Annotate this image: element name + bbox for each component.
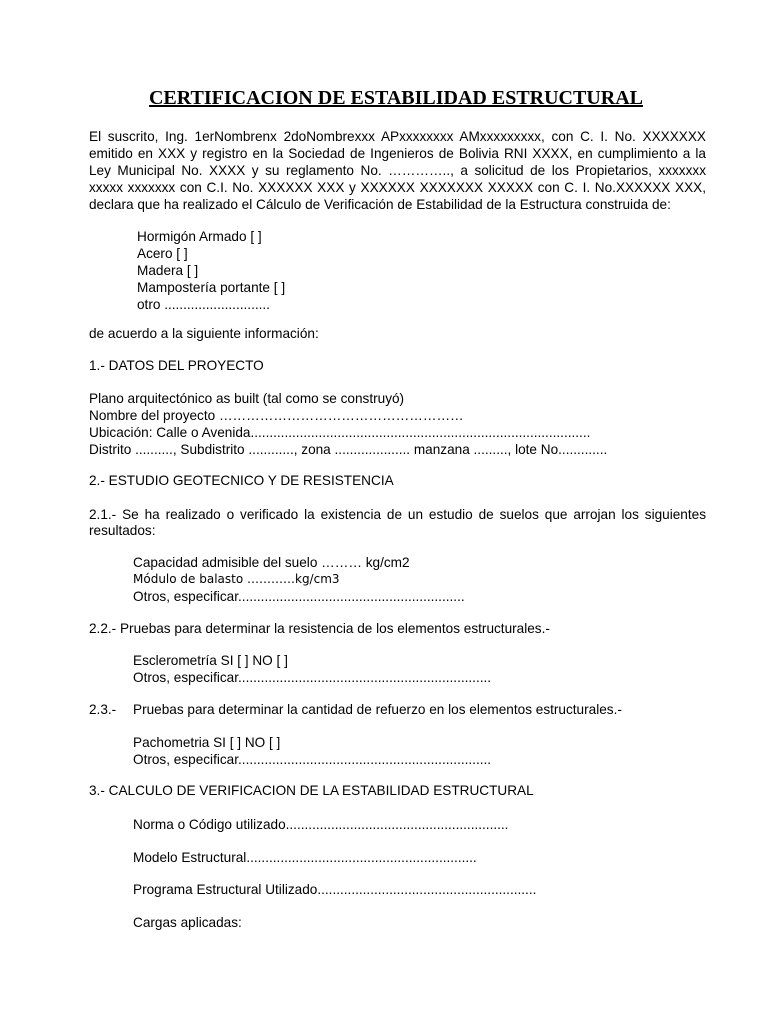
project-field: Ubicación: Calle o Avenida.......................................................................................... <box>89 425 591 440</box>
modelo-field: Modelo Estructural............................................................. <box>133 850 477 865</box>
material-option: Hormigón Armado [ ] <box>137 229 262 244</box>
paragraph-2-1: 2.1.- Se ha realizado o verificado la existencia de un estudio de suelos que arrojan los siguientes <box>89 507 706 522</box>
programa-field: Programa Estructural Utilizado.......................................................... <box>133 882 537 897</box>
paragraph-2-2: 2.2.- Pruebas para determinar la resistencia de los elementos estructurales.- <box>89 621 550 636</box>
pachometria-field: Pachometria SI [ ] NO [ ] <box>133 735 281 750</box>
material-option: Acero [ ] <box>137 246 188 261</box>
project-field: Nombre del proyecto ……………………………………………… <box>89 408 464 423</box>
paragraph-2-3: Pruebas para determinar la cantidad de refuerzo en los elementos estructurales.- <box>133 702 622 717</box>
section-heading: 2.- ESTUDIO GEOTECNICO Y DE RESISTENCIA <box>89 473 394 488</box>
according-text: de acuerdo a la siguiente información: <box>89 326 319 341</box>
soil-field: Otros, especificar............................................................ <box>133 589 465 604</box>
material-option: Madera [ ] <box>137 263 199 278</box>
project-field: Plano arquitectónico as built (tal como se construyó) <box>89 391 405 406</box>
norma-field: Norma o Código utilizado........................................................... <box>133 817 509 832</box>
intro-line: Ley Municipal No. XXXX y su reglamento No. ………….., a solicitud de los Propietarios, xxxxxxx <box>89 163 706 178</box>
intro-line: emitido en XXX y registro en la Sociedad de Ingenieros de Bolivia RNI XXXX, en cumplimiento a la <box>89 146 706 161</box>
paragraph-2-1: resultados: <box>89 523 156 538</box>
otros-field: Otros, especificar................................................................... <box>133 752 492 767</box>
paragraph-2-3-number: 2.3.- <box>89 702 117 717</box>
document-title: CERTIFICACION DE ESTABILIDAD ESTRUCTURAL <box>148 87 644 109</box>
otros-field: Otros, especificar................................................................... <box>133 670 492 685</box>
soil-field: Capacidad admisible del suelo ……… kg/cm2 <box>133 555 410 570</box>
soil-field: Módulo de balasto …………kg/cm3 <box>133 572 340 586</box>
material-option: otro ............................ <box>137 297 270 312</box>
project-field: Distrito .........., Subdistrito ............, zona .................... manzana ........., lote No............. <box>89 442 608 457</box>
intro-line: xxxxx xxxxxxx con C.I. No. XXXXXX XXX y XXXXXX XXXXXXX XXXXX con C. I. No.XXXXXX XXX, <box>89 180 706 195</box>
intro-line: declara que ha realizado el Cálculo de Verificación de Estabilidad de la Estructura construida de: <box>89 197 671 212</box>
intro-line: El suscrito, Ing. 1erNombrenx 2doNombrexxx APxxxxxxxx AMxxxxxxxxx, con C. I. No. XXXXXXX <box>89 129 706 144</box>
material-option: Mampostería portante [ ] <box>137 280 286 295</box>
esclerometria-field: Esclerometría SI [ ] NO [ ] <box>133 653 288 668</box>
section-heading: 1.- DATOS DEL PROYECTO <box>89 358 264 373</box>
section-heading: 3.- CALCULO DE VERIFICACION DE LA ESTABILIDAD ESTRUCTURAL <box>89 783 534 798</box>
cargas-field: Cargas aplicadas: <box>133 915 242 930</box>
